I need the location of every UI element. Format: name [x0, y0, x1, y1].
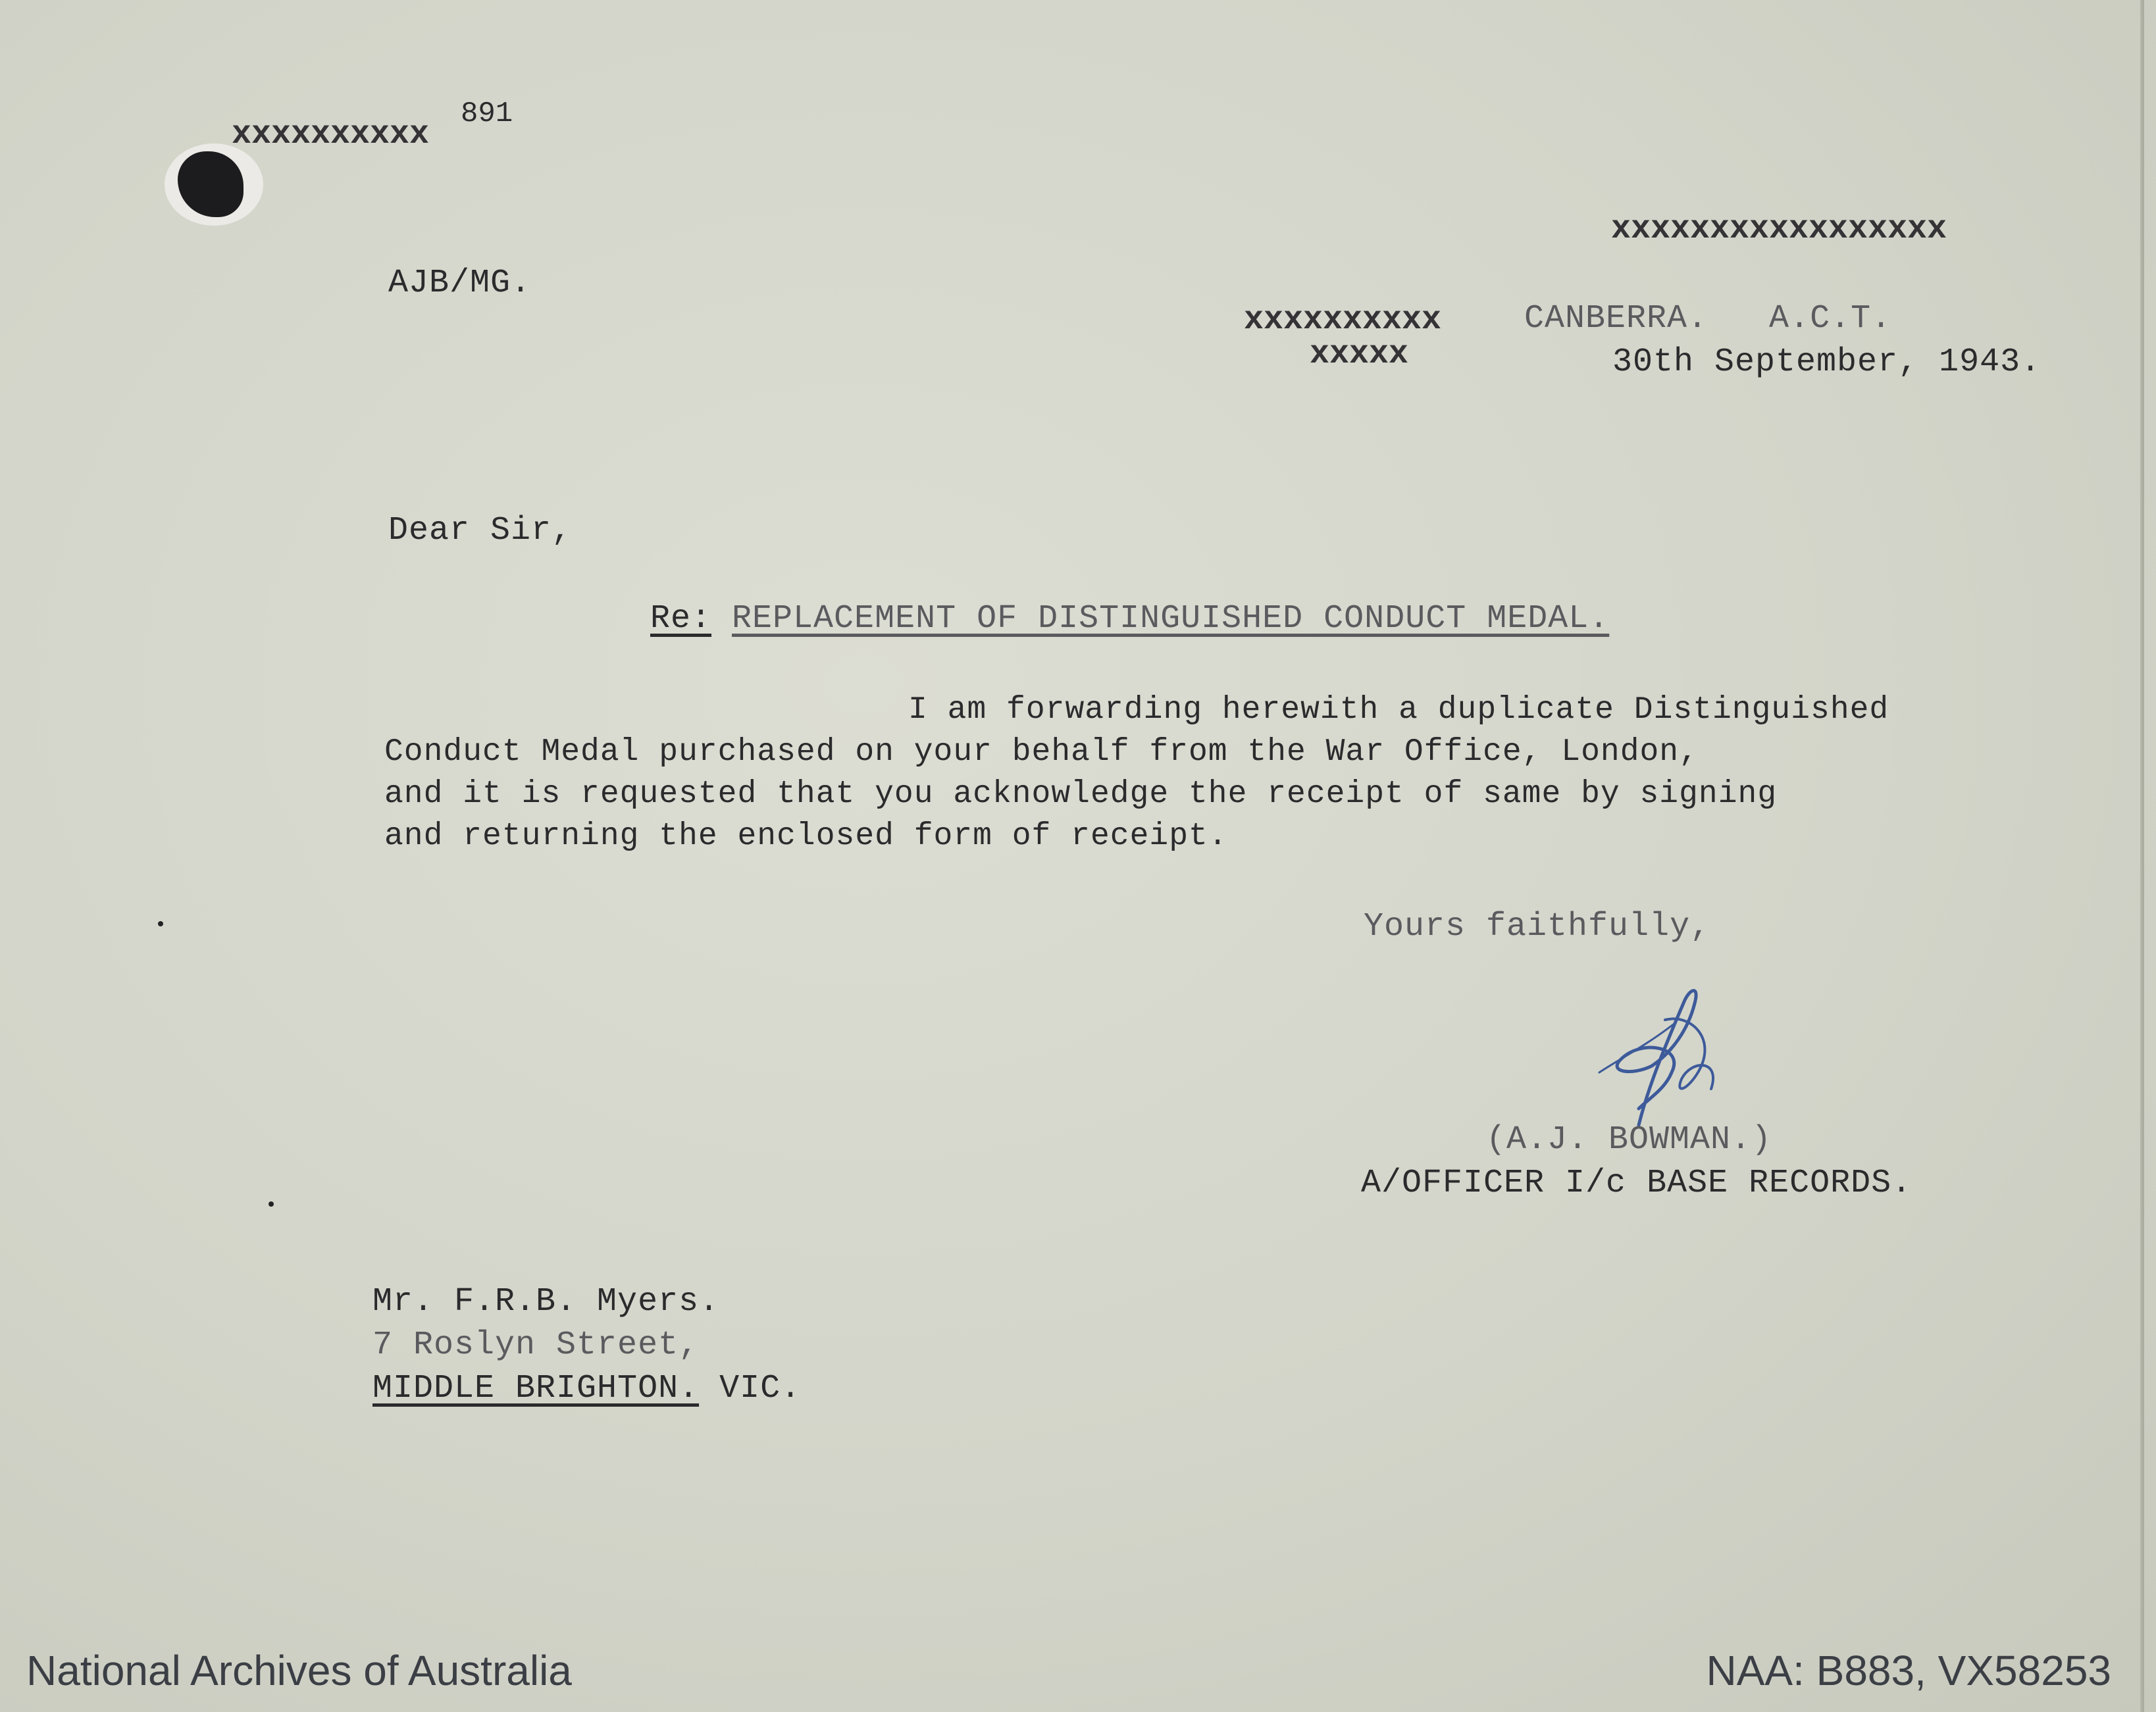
- subject-prefix: Re:: [650, 600, 712, 638]
- signatory-name: (A.J. BOWMAN.): [1486, 1121, 1772, 1159]
- body-line-1: I am forwarding herewith a duplicate Distinguished: [908, 692, 1889, 728]
- salutation: Dear Sir,: [388, 512, 573, 549]
- subject: REPLACEMENT OF DISTINGUISHED CONDUCT MEDAL.: [732, 600, 1610, 638]
- addressee-city-line: [372, 1370, 801, 1407]
- closing: Yours faithfully,: [1364, 908, 1711, 945]
- letter-date: 30th September, 1943.: [1612, 343, 2041, 381]
- addressee-state: VIC.: [719, 1370, 802, 1407]
- file-ref-number: 891: [461, 97, 513, 130]
- body-line-3: and it is requested that you acknowledge the receipt of same by signing: [384, 776, 1778, 812]
- place-struck: xxxxxxxxxx: [1244, 301, 1442, 339]
- ink-speck: [269, 1201, 274, 1207]
- signature-drawing: [1560, 974, 1744, 1138]
- file-ref-struck: xxxxxxxxxx: [232, 116, 430, 153]
- addressee-suburb: MIDDLE BRIGHTON.: [372, 1370, 700, 1407]
- body-line-2: Conduct Medal purchased on your behalf from the War Office, London,: [384, 734, 1699, 770]
- addressee-street: 7 Roslyn Street,: [372, 1326, 700, 1364]
- ink-speck: [158, 921, 163, 926]
- addressee-name: Mr. F.R.B. Myers.: [372, 1283, 720, 1321]
- archive-reference: NAA: B883, VX58253: [1706, 1647, 2111, 1694]
- reference-initials: AJB/MG.: [388, 264, 532, 302]
- body-line-4: and returning the enclosed form of receipt.: [384, 818, 1228, 854]
- signatory-title: A/OFFICER I/c BASE RECORDS.: [1361, 1165, 1912, 1202]
- archive-name: National Archives of Australia: [26, 1647, 572, 1694]
- page-edge: [2140, 0, 2144, 1712]
- subject-line: [650, 600, 1609, 638]
- place: CANBERRA. A.C.T.: [1524, 300, 1892, 338]
- place-struck-2: xxxxx: [1310, 336, 1409, 373]
- letterhead-struck: xxxxxxxxxxxxxxxxx: [1611, 211, 1947, 248]
